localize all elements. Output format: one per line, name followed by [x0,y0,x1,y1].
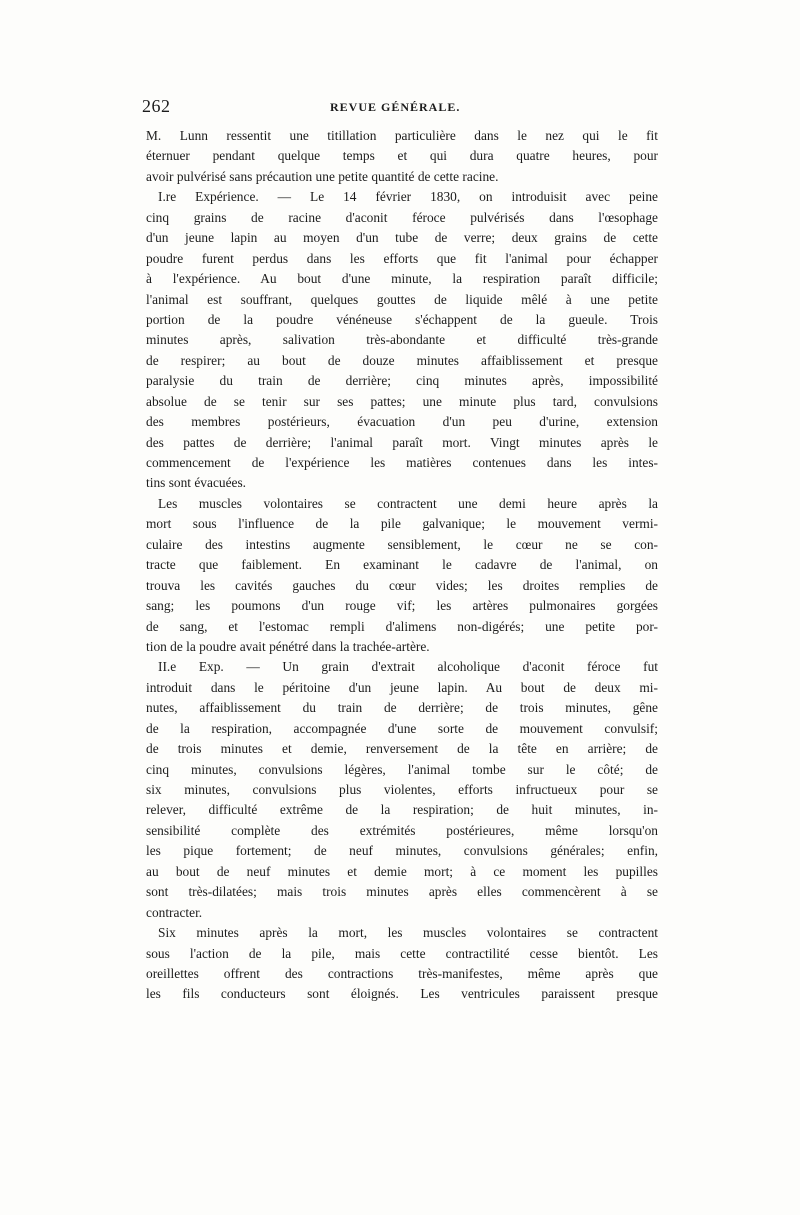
text-line: des membres postérieurs, évacuation d'un peu d'urine, extension [146,414,658,430]
text-line: introduit dans le péritoine d'un jeune lapin. Au bout de deux mi- [146,679,658,695]
text-line: Six minutes après la mort, les muscles volontaires se contractent [158,925,658,941]
text-line: oreillettes offrent des contractions très-manifestes, même après que [146,965,658,981]
text-line: commencement de l'expérience les matières contenues dans les intes- [146,455,658,470]
text-line: II.e Exp. — Un grain d'extrait alcoholique d'aconit féroce fut [158,659,658,675]
text-line: nutes, affaiblissement du train de derrière; de trois minutes, gêne [146,700,658,716]
text-line: de sang, et l'estomac rempli d'alimens non-digérés; une petite por- [146,618,658,634]
text-line: tion de la poudre avait pénétré dans la trachée-artère. [146,638,430,654]
text-line: sont très-dilatées; mais trois minutes après elles commencèrent à se [146,884,658,900]
text-line: M. Lunn ressentit une titillation particulière dans le nez qui le fit [146,128,658,143]
text-line: paralysie du train de derrière; cinq minutes après, impossibilité [146,373,658,389]
text-line: minutes après, salivation très-abondante et difficulté très-grande [146,332,658,348]
text-line: éternuer pendant quelque temps et qui dura quatre heures, pour [146,148,658,164]
text-line: les pique fortement; de neuf minutes, convulsions générales; enfin, [146,843,658,859]
text-line: tracte que faiblement. En examinant le cadavre de l'animal, on [146,557,658,573]
text-line: culaire des intestins augmente sensiblement, le cœur ne se con- [146,536,658,552]
text-line: contracter. [146,904,203,920]
text-line: de la respiration, accompagnée d'une sorte de mouvement convulsif; [146,720,658,736]
text-line: des pattes de derrière; l'animal paraît mort. Vingt minutes après le [146,434,658,450]
text-line: portion de la poudre vénéneuse s'échappent de la gueule. Trois [146,311,658,327]
text-line: cinq grains de racine d'aconit féroce pulvérisés dans l'œsophage [146,209,658,225]
text-line: absolue de se tenir sur ses pattes; une minute plus tard, convulsions [146,393,658,409]
text-line: cinq minutes, convulsions légères, l'animal tombe sur le côté; de [146,761,658,777]
text-line: de trois minutes et demie, renversement de la tête en arrière; de [146,741,658,757]
running-title: REVUE GÉNÉRALE. [330,100,461,114]
text-line: à l'expérience. Au bout d'une minute, la respiration paraît difficile; [146,271,658,287]
text-line: sous l'action de la pile, mais cette contractilité cesse bientôt. Les [146,945,658,961]
page-header [142,96,662,120]
text-line: Les muscles volontaires se contractent une demi heure après la [158,495,658,511]
text-line: de respirer; au bout de douze minutes affaiblissement et presque [146,352,658,368]
text-line: tins sont évacuées. [146,475,247,491]
text-line: poudre furent perdus dans les efforts que fit l'animal pour échapper [146,250,658,266]
text-line: l'animal est souffrant, quelques gouttes de liquide mêlé à une petite [146,291,658,307]
text-line: relever, difficulté extrême de la respiration; de huit minutes, in- [146,802,658,818]
text-line: au bout de neuf minutes et demie mort; à ce moment les pupilles [146,863,658,879]
text-line: trouva les cavités gauches du cœur vides; les droites remplies de [146,577,658,593]
text-line: sensibilité complète des extrémités postérieures, même lorsqu'on [146,822,658,838]
text-line: les fils conducteurs sont éloignés. Les ventricules paraissent presque [146,986,658,1002]
text-line: d'un jeune lapin au moyen d'un tube de verre; deux grains de cette [146,230,658,246]
text-line: I.re Expérience. — Le 14 février 1830, on introduisit avec peine [158,189,658,205]
page-number: 262 [142,96,171,116]
body-text [146,126,658,1005]
text-line: six minutes, convulsions plus violentes, efforts infructueux pour se [146,782,658,797]
text-line: avoir pulvérisé sans précaution une petite quantité de cette racine. [146,168,499,184]
text-line: sang; les poumons d'un rouge vif; les artères pulmonaires gorgées [146,598,658,614]
text-line: mort sous l'influence de la pile galvanique; le mouvement vermi- [146,516,658,532]
